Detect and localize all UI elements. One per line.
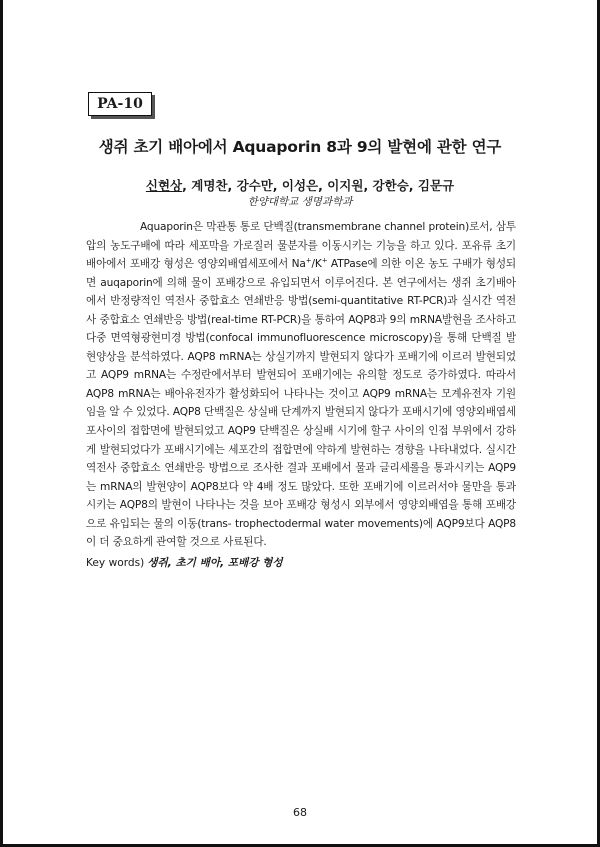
presenting-author: 신현상 <box>145 178 183 193</box>
keywords-terms: 생쥐, 초기 배아, 포배강 형성 <box>147 557 283 569</box>
superscript-plus-2: + <box>321 256 328 265</box>
scan-edge-left <box>0 0 3 847</box>
abstract-part-1: Aquaporin은 막관통 통로 단백질(transmembrane channel protein)로서, 삼투압의 농도구배에 따라 세포막을 가로질러 물분자를 이동시키는 기능을 하고 있다. 포유류 초기배아에서 포배강 형성은 영양외배엽세포에서 Na <box>86 221 516 271</box>
abstract-body <box>86 218 516 552</box>
superscript-plus-1: + <box>305 256 312 265</box>
abstract-code-box: PA-10 <box>88 92 152 116</box>
keywords-label: Key words) <box>86 557 145 569</box>
page-number: 68 <box>293 806 307 819</box>
paper-title: 생쥐 초기 배아에서 Aquaporin 8과 9의 발현에 관한 연구 <box>98 138 502 156</box>
author-list <box>0 176 600 194</box>
abstract-part-2: /K <box>311 258 322 271</box>
abstract-part-3: ATPase에 의한 이온 농도 구배가 형성되면 auqaporin에 의해 물이 포배강으로 유입되면서 이루어진다. 본 연구에서는 생쥐 초기배아에서 반정량적인 역전사 중합효소 연쇄반응 방법(semi-quantitative RT-PCR)과 실시간 역전사 중합효소 연쇄반응 방법(real-time RT-PCR)을 통하여 AQP8과 9의 mRNA발현을 조사하고 다중 면역형광현미경 방법(confocal immunofluorescence microscopy)을 통해 단백질 발현양상을 분석하였다. AQP8 mRNA는 상실기까지 발현되지 않다가 포배기에 이르러 발현되었고 AQP9 mRNA는 수정란에서부터 발현되어 포배기에는 유의할 정도로 증가하였다. 따라서 AQP8 mRNA는 배아유전자가 활성화되어 나타나는 것이고 AQP9 mRNA는 모계유전자 기원임을 알 수 있었다. AQP8 단백질은 상실배 단계까지 발현되지 않다가 포배시기에 영양외배엽세포사이의 접합면에 발현되었고 AQP9 단백질은 상실배 시기에 할구 사이의 인접 부위에서 강하게 발현되었다가 포배시기에는 세포간의 접합면에 약하게 발현하는 경향을 나타내었다. 실시간 역전사 중합효소 연쇄반응 방법으로 조사한 결과 포배에서 물과 글리세롤을 통과시키는 AQP9는 mRNA의 발현양이 AQP8보다 약 4배 정도 많았다. 또한 포배기에 이르러서야 물만을 통과시키는 AQP8의 발현이 나타나는 것을 보아 포배강 형성시 외부에서 영양외배엽을 통해 포배강으로 유입되는 물의 이동(trans- trophectodermal water movements)에 AQP9보다 AQP8이 더 중요하게 관여할 것으로 사료된다. <box>86 258 516 549</box>
keywords-line <box>86 555 516 570</box>
co-authors: , 계명찬, 강수만, 이성은, 이지원, 강한승, 김문규 <box>182 178 455 193</box>
affiliation: 한양대학교 생명과학과 <box>247 196 353 208</box>
